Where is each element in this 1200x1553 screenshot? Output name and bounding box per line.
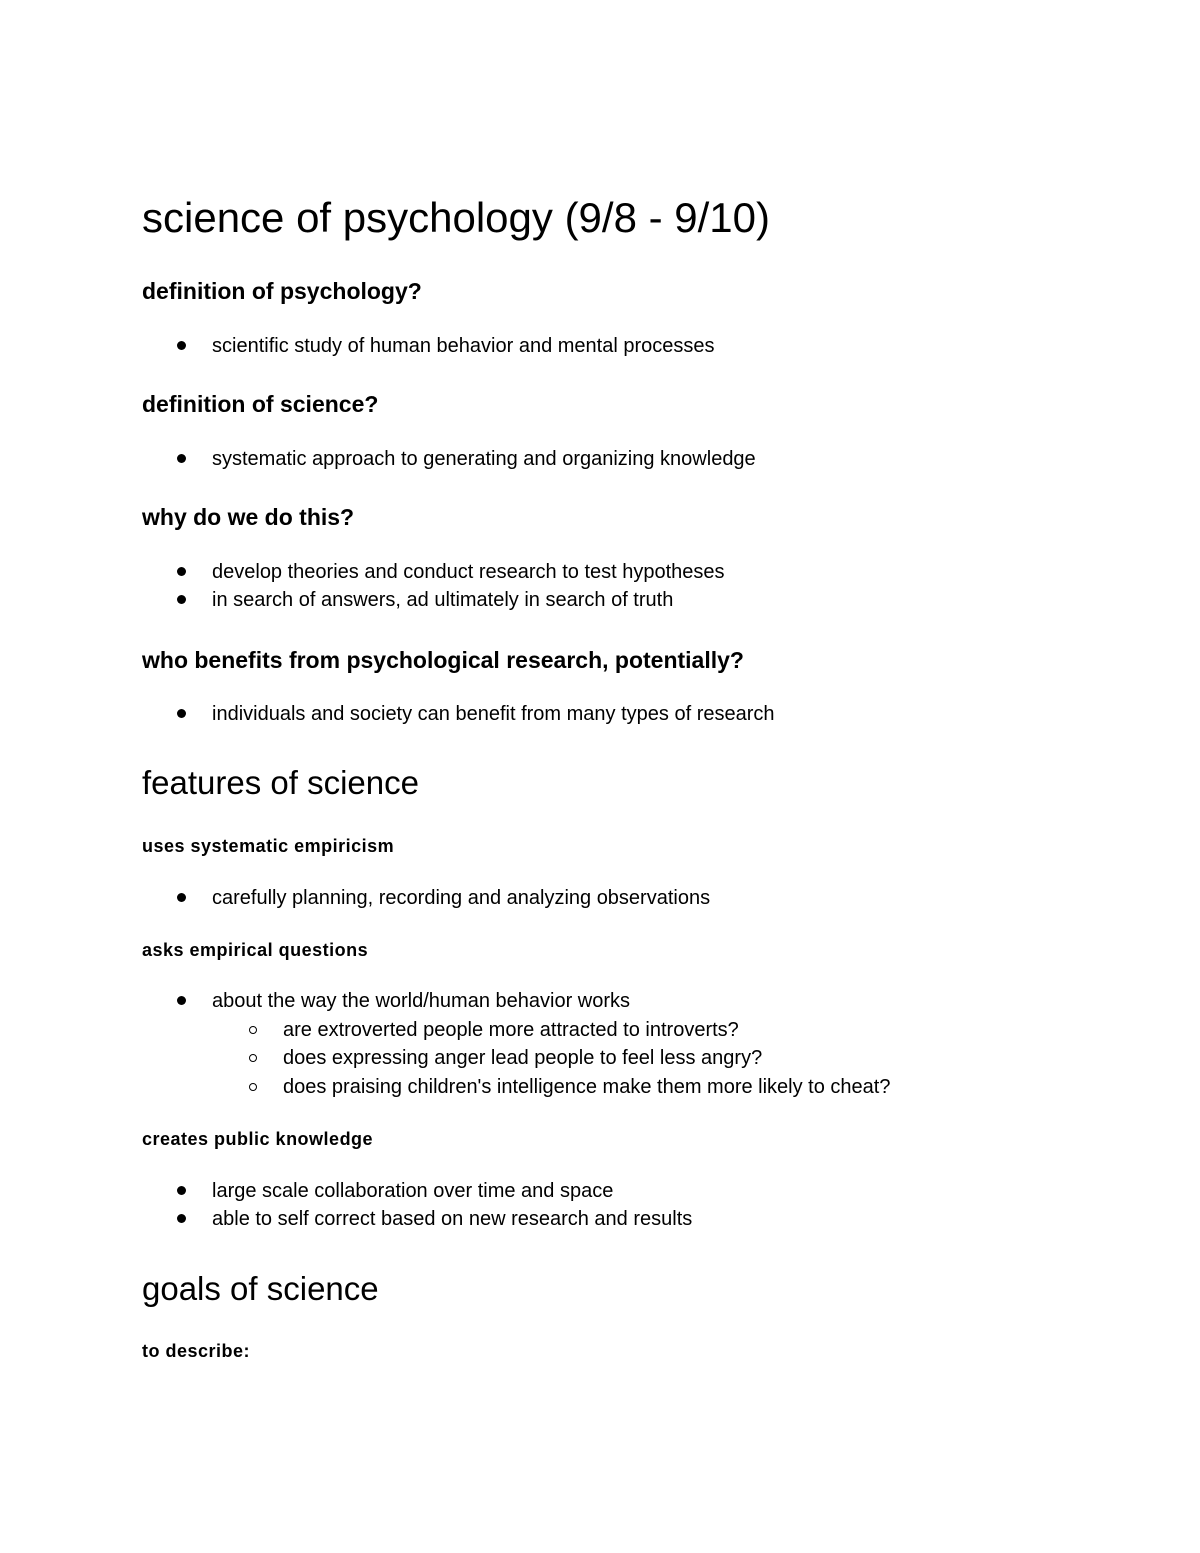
bullet-icon [177, 1214, 186, 1223]
bullet-icon [177, 341, 186, 350]
sub-list-item [283, 1077, 890, 1097]
section-title: features of science [142, 764, 419, 801]
list-item-text: does praising children's intelligence make them more likely to cheat? [283, 1076, 891, 1098]
list-item [212, 991, 630, 1011]
list-item [212, 590, 673, 610]
list-item-text: in search of answers, ad ultimately in search of truth [212, 589, 674, 611]
bullet-icon [177, 709, 186, 718]
list-item-text: carefully planning, recording and analyzing observations [212, 887, 711, 909]
bullet-icon [177, 567, 186, 576]
list-item-text: systematic approach to generating and organizing knowledge [212, 448, 756, 470]
subsection-heading: asks empirical questions [142, 940, 369, 960]
list-item [212, 1181, 613, 1201]
list-item [212, 449, 756, 469]
hollow-bullet-icon [249, 1054, 257, 1062]
list-item-text: individuals and society can benefit from many types of research [212, 703, 775, 725]
bullet-icon [177, 454, 186, 463]
list-item-text: about the way the world/human behavior works [212, 990, 631, 1012]
subsection-heading: to describe: [142, 1341, 251, 1361]
sub-list-item [283, 1020, 739, 1040]
list-item [212, 562, 725, 582]
hollow-bullet-icon [249, 1026, 257, 1034]
list-item-text: large scale collaboration over time and space [212, 1180, 614, 1202]
list-item-text: are extroverted people more attracted to introverts? [283, 1019, 739, 1041]
section-title: science of psychology (9/8 - 9/10) [142, 194, 770, 241]
list-item-text: does expressing anger lead people to feel less angry? [283, 1047, 763, 1069]
subsection-heading: creates public knowledge [142, 1129, 374, 1149]
subsection-heading: uses systematic empiricism [142, 836, 395, 856]
list-item-text: scientific study of human behavior and mental processes [212, 335, 715, 357]
subsection-heading: why do we do this? [142, 504, 355, 530]
list-item [212, 1209, 692, 1229]
subsection-heading: definition of science? [142, 391, 379, 417]
bullet-icon [177, 595, 186, 604]
section-title: goals of science [142, 1270, 379, 1307]
list-item-text: able to self correct based on new research and results [212, 1208, 693, 1230]
list-item-text: develop theories and conduct research to test hypotheses [212, 561, 725, 583]
hollow-bullet-icon [249, 1083, 257, 1091]
bullet-icon [177, 996, 186, 1005]
bullet-icon [177, 1186, 186, 1195]
bullet-icon [177, 893, 186, 902]
list-item [212, 888, 710, 908]
list-item [212, 704, 775, 724]
subsection-heading: definition of psychology? [142, 278, 422, 304]
subsection-heading: who benefits from psychological research, potentially? [142, 647, 744, 673]
sub-list-item [283, 1048, 762, 1068]
list-item [212, 336, 715, 356]
